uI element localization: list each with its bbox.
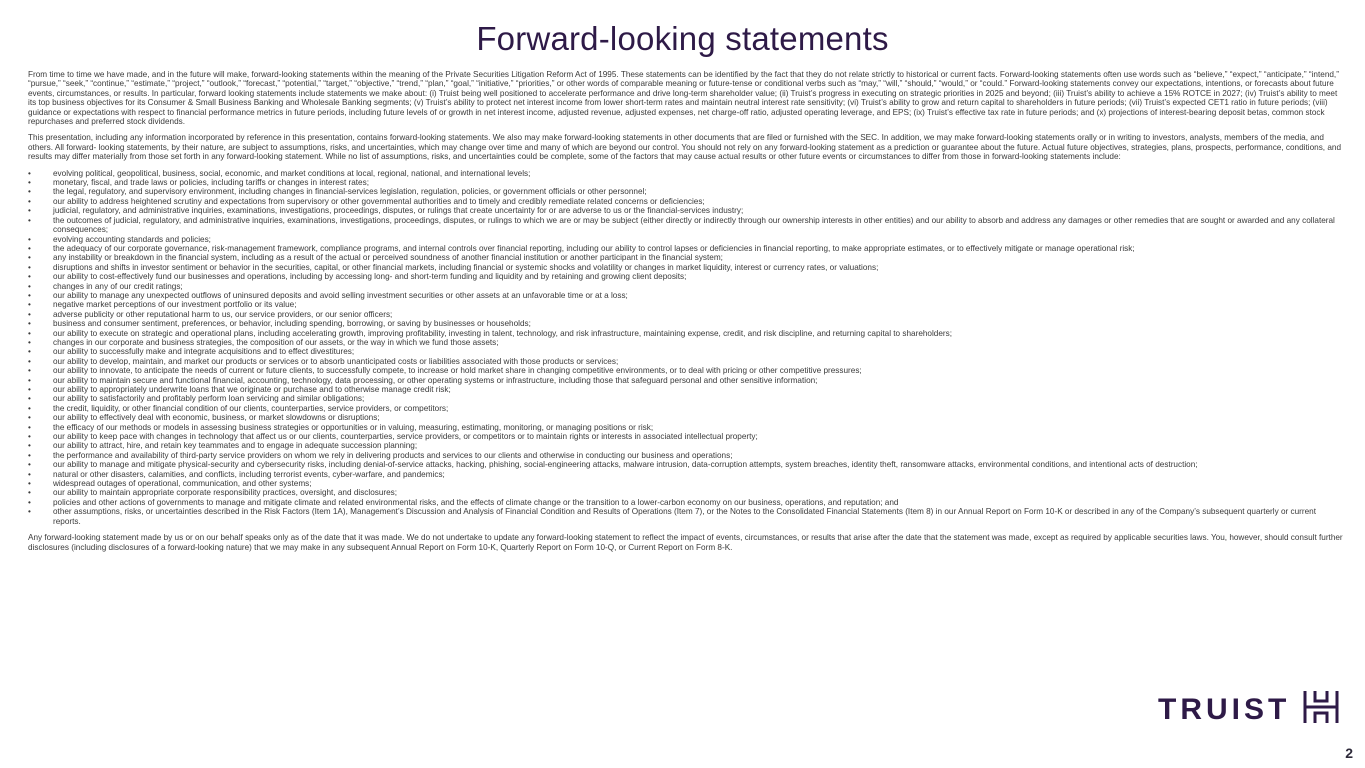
list-item: • widespread outages of operational, communication, and other systems;: [28, 479, 1346, 488]
list-item: • the legal, regulatory, and supervisory environment, including changes in financial-services legislation, regulation, policies, or government officials or other personnel;: [28, 187, 1346, 196]
list-item: • business and consumer sentiment, preferences, or behavior, including spending, borrowing, or saving by businesses or households;: [28, 319, 1346, 328]
list-item: • negative market perceptions of our investment portfolio or its value;: [28, 300, 1346, 309]
list-item: • our ability to manage and mitigate physical-security and cybersecurity risks, including denial-of-service attacks, hacking, phishing, social-engineering attacks, malware intrusion, data-corruption attempts, system breaches, identity theft, ransomware attacks, environmental conditions, and intentional acts of destruction;: [28, 460, 1346, 469]
list-item: • policies and other actions of governments to manage and mitigate climate and related environmental risks, and the effects of climate change or the transition to a lower-carbon economy on our business, operations, and reputation; and: [28, 498, 1346, 507]
list-item: • our ability to develop, maintain, and market our products or services or to absorb unanticipated costs or liabilities associated with those products or services;: [28, 357, 1346, 366]
list-item: • our ability to effectively deal with economic, business, or market slowdowns or disruptions;: [28, 413, 1346, 422]
list-item: • disruptions and shifts in investor sentiment or behavior in the securities, capital, or other financial markets, including financial or systemic shocks and volatility or changes in market liquidity, interest or currency rates, or valuations;: [28, 263, 1346, 272]
closing-paragraph: Any forward-looking statement made by us or on our behalf speaks only as of the date that it was made. We do not undertake to update any forward-looking statement to reflect the impact of events, circumstances, or results that arise after the date that the statement was made, except as required by applicable securities laws. You, however, should consult further disclosures (including disclosures of a forward-looking nature) that we may make in any subsequent Annual Report on Form 10-K, Quarterly Report on Form 10-Q, or Current Report on Form 8-K.: [28, 533, 1343, 552]
logo-wordmark: TRUIST: [1158, 692, 1291, 726]
page-title: Forward-looking statements: [476, 20, 889, 57]
list-item: • our ability to maintain appropriate corporate responsibility practices, oversight, and disclosures;: [28, 488, 1346, 497]
risk-factor-list: [28, 169, 1346, 526]
list-item: • other assumptions, risks, or uncertainties described in the Risk Factors (Item 1A), Management’s Discussion and Analysis of Financial Condition and Results of Operations (Item 7), or the Notes to the Consolidated Financial Statements (Item 8) in our Annual Report on Form 10-K or described in any of the Company’s subsequent quarterly or current reports.: [28, 507, 1346, 526]
truist-logo: [1158, 688, 1340, 731]
list-item: • our ability to execute on strategic and operational plans, including accelerating growth, improving profitability, investing in talent, technology, and risk infrastructure, maintaining expense, credit, and risk discipline, and returning capital to shareholders;: [28, 329, 1346, 338]
list-item: • our ability to manage any unexpected outflows of uninsured deposits and avoid selling investment securities or other assets at an unfavorable time or at a loss;: [28, 291, 1346, 300]
list-item: • the adequacy of our corporate governance, risk-management framework, compliance programs, and internal controls over financial reporting, including our ability to control lapses or deficiencies in financial reporting, to make appropriate estimates, or to effectively mitigate or manage operational risk;: [28, 244, 1346, 253]
list-item: • our ability to successfully make and integrate acquisitions and to effect divestitures;: [28, 347, 1346, 356]
list-item: • our ability to attract, hire, and retain key teammates and to engage in adequate succession planning;: [28, 441, 1346, 450]
list-item: • our ability to maintain secure and functional financial, accounting, technology, data processing, or other operating systems or infrastructure, including those that safeguard personal and other sensitive information;: [28, 376, 1346, 385]
list-item: • our ability to satisfactorily and profitably perform loan servicing and similar obligations;: [28, 394, 1346, 403]
list-item: • judicial, regulatory, and administrative inquiries, examinations, investigations, proceedings, disputes, or rulings that create uncertainty for or are adverse to us or the financial-services industry;: [28, 206, 1346, 215]
list-item: • any instability or breakdown in the financial system, including as a result of the actual or perceived soundness of another financial institution or another participant in the financial system;: [28, 253, 1346, 262]
second-paragraph: This presentation, including any information incorporated by reference in this presentation, contains forward-looking statements. We also may make forward-looking statements in other documents that are filed or furnished with the SEC. In addition, we may make forward-looking statements orally or in writing to investors, analysts, members of the media, and others. All forward- looking statements, by their nature, are subject to assumptions, risks, and uncertainties, which may change over time and many of which are beyond our control. You should not rely on any forward-looking statement as a prediction or guarantee about the future. Actual future objectives, strategies, plans, prospects, performance, conditions, and results may differ materially from those set forth in any forward-looking statement. While no list of assumptions, risks, and uncertainties could be complete, some of the factors that may cause actual results or other future events or circumstances to differ from those in forward-looking statements include:: [28, 133, 1341, 162]
list-item: • the outcomes of judicial, regulatory, and administrative inquiries, examinations, investigations, proceedings, disputes, or rulings to which we are or may be subject (either directly or indirectly through our ownership interests in other entities) and our ability to absorb and address any damages or other remedies that are sought or awarded and any collateral consequences;: [28, 216, 1346, 235]
page-number: 2: [1345, 745, 1353, 761]
list-item: • evolving accounting standards and policies;: [28, 235, 1346, 244]
list-item: • monetary, fiscal, and trade laws or policies, including tariffs or changes in interest rates;: [28, 178, 1346, 187]
list-item: • changes in our corporate and business strategies, the composition of our assets, or the way in which we fund those assets;: [28, 338, 1346, 347]
list-item: • our ability to address heightened scrutiny and expectations from supervisory or other governmental authorities and to timely and credibly remediate related concerns or deficiencies;: [28, 197, 1346, 206]
list-item: • the efficacy of our methods or models in assessing business strategies or opportunities or in valuing, measuring, estimating, monitoring, or managing positions or risk;: [28, 423, 1346, 432]
intro-paragraph: From time to time we have made, and in the future will make, forward-looking statements within the meaning of the Private Securities Litigation Reform Act of 1995. These statements can be identified by the fact that they do not relate strictly to historical or current facts. Forward-looking statements often use words such as “believe,” “expect,” “anticipate,” “intend,” “pursue,” “seek,” “continue,” “estimate,” “project,” “outlook,” “forecast,” “potential,” “target,” “objective,” “trend,” “plan,” “goal,” “initiative,” “priorities,” or other words of comparable meaning or future-tense or conditional verbs such as “may,” “will,” “should,” “would,” or “could.” Forward-looking statements convey our expectations, intentions, or forecasts about future events, circumstances, or results. In particular, forward looking statements include statements we make about: (i) Truist being well positioned to accelerate performance and drive long-term shareholder value; (ii) Truist’s progress in executing on strategic priorities in 2025 and beyond; (iii) Truist’s ability to achieve a 15% ROTCE in 2027; (iv) Truist’s ability to meet its top business objectives for its Consumer & Small Business Banking and Wholesale Banking segments; (v) Truist’s ability to protect net interest income from lower short-term rates and maintain neutral interest rate sensitivity; (vi) Truist’s ability to grow and return capital to shareholders in future periods; (vii) Truist’s expected CET1 ratio in future periods; (viii) guidance or expectations with respect to financial performance metrics in future periods, including future levels of or growth in net interest income, adjusted revenue, adjusted expenses, net charge-off ratio, adjusted operating leverage, and EPS; (ix) Truist’s effective tax rate in future periods; and (x) projections of interest-bearing deposit betas, common stock repurchases and preferred stock dividends.: [28, 70, 1339, 127]
disclosure-body: [28, 70, 1346, 559]
list-item: • our ability to appropriately underwrite loans that we originate or purchase and to otherwise manage credit risk;: [28, 385, 1346, 394]
list-item: • adverse publicity or other reputational harm to us, our service providers, or our senior officers;: [28, 310, 1346, 319]
list-item: • our ability to cost-effectively fund our businesses and operations, including by accessing long- and short-term funding and liquidity and by retaining and growing client deposits;: [28, 272, 1346, 281]
truist-h-mark-icon: [1302, 688, 1340, 731]
list-item: • evolving political, geopolitical, business, social, economic, and market conditions at local, regional, national, and international levels;: [28, 169, 1346, 178]
list-item: • the credit, liquidity, or other financial condition of our clients, counterparties, service providers, or competitors;: [28, 404, 1346, 413]
list-item: • the performance and availability of third-party service providers on whom we rely in delivering products and services to our clients and otherwise in conducting our business and operations;: [28, 451, 1346, 460]
list-item: • changes in any of our credit ratings;: [28, 282, 1346, 291]
list-item: • our ability to innovate, to anticipate the needs of current or future clients, to successfully compete, to increase or hold market share in changing competitive environments, or to deal with pricing or other competitive pressures;: [28, 366, 1346, 375]
list-item: • our ability to keep pace with changes in technology that affect us or our clients, counterparties, service providers, or competitors or to maintain rights or interests in associated intellectual property;: [28, 432, 1346, 441]
list-item: • natural or other disasters, calamities, and conflicts, including terrorist events, cyber-warfare, and pandemics;: [28, 470, 1346, 479]
